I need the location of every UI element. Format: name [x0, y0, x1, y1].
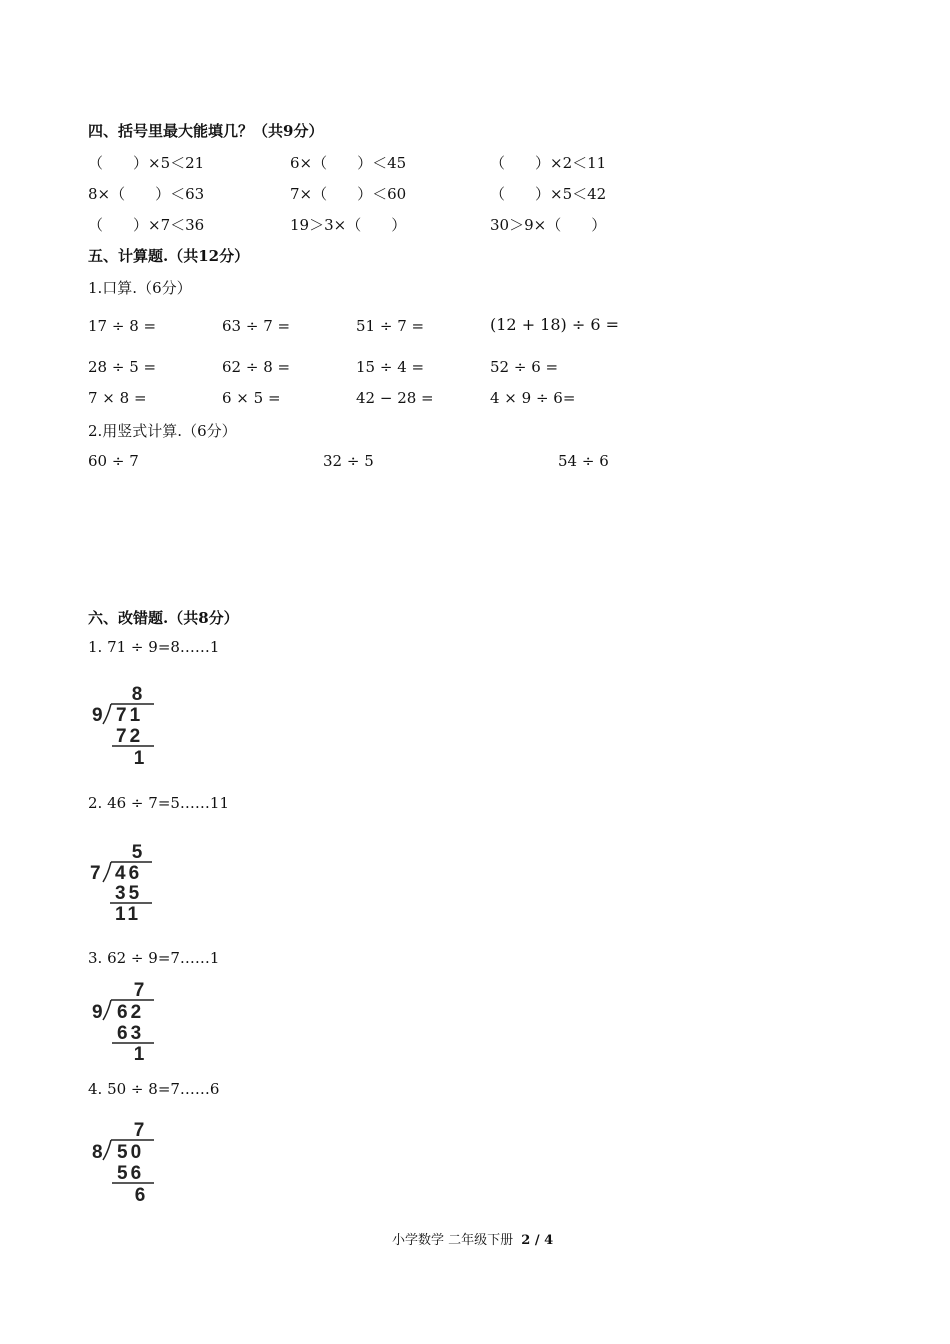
long-division-3	[90, 976, 170, 1070]
product: 72	[116, 726, 144, 747]
oral-item: 7 × 8 =	[88, 389, 147, 407]
divisor: 9	[92, 1002, 103, 1023]
quotient: 7	[133, 980, 145, 1001]
oral-item: 6 × 5 =	[222, 389, 281, 407]
division-bracket	[103, 704, 111, 724]
dividend: 50	[117, 1142, 145, 1163]
vertical-item: 54 ÷ 6	[558, 452, 609, 470]
oral-item: 42 − 28 =	[356, 389, 434, 407]
fill-item: （ ）×5＜21	[88, 154, 205, 172]
oral-item: 63 ÷ 7 =	[222, 317, 291, 335]
long-division-2	[90, 838, 170, 932]
dividend: 71	[116, 705, 144, 726]
fill-item: 8×（ ）＜63	[88, 185, 205, 203]
division-bracket	[103, 1000, 111, 1020]
vertical-calc-title: 2.用竖式计算.（6分）	[88, 422, 237, 440]
section-6-title: 六、改错题.（共8分）	[88, 609, 239, 627]
error-item-equation: 2. 46 ÷ 7=5……11	[88, 794, 230, 812]
division-bracket	[103, 1140, 111, 1160]
footer-subject: 小学数学 二年级下册	[392, 1233, 514, 1248]
long-division-4	[90, 1116, 170, 1212]
divisor: 8	[92, 1142, 103, 1163]
fill-item: 6×（ ）＜45	[290, 154, 407, 172]
fill-item: 19＞3×（ ）	[290, 216, 407, 234]
divisor: 7	[90, 863, 101, 884]
error-item-equation: 1. 71 ÷ 9=8……1	[88, 638, 220, 656]
dividend: 46	[115, 863, 143, 884]
section-4-title: 四、括号里最大能填几？（共9分）	[88, 122, 324, 140]
oral-item: 4 × 9 ÷ 6=	[490, 389, 576, 407]
oral-calc-title: 1.口算.（6分）	[88, 279, 192, 297]
remainder: 1	[133, 748, 145, 769]
oral-item: 15 ÷ 4 =	[356, 358, 425, 376]
divisor: 9	[92, 705, 103, 726]
oral-item: 62 ÷ 8 =	[222, 358, 291, 376]
quotient: 8	[131, 684, 143, 705]
fill-item: （ ）×2＜11	[490, 154, 607, 172]
fill-item: （ ）×5＜42	[490, 185, 607, 203]
error-item-equation: 4. 50 ÷ 8=7……6	[88, 1080, 220, 1098]
remainder: 1	[133, 1044, 145, 1065]
product: 63	[117, 1023, 145, 1044]
product: 56	[117, 1163, 145, 1184]
vertical-item: 60 ÷ 7	[88, 452, 139, 470]
section-5-title: 五、计算题.（共12分）	[88, 247, 250, 265]
vertical-item: 32 ÷ 5	[323, 452, 374, 470]
remainder: 11	[115, 904, 142, 925]
oral-item: 28 ÷ 5 =	[88, 358, 157, 376]
oral-item: 17 ÷ 8 =	[88, 317, 157, 335]
long-division-1	[90, 680, 170, 774]
quotient: 7	[133, 1120, 145, 1141]
page-footer	[392, 1229, 553, 1248]
fill-item: （ ）×7＜36	[88, 216, 205, 234]
product: 35	[115, 883, 143, 904]
fill-item: 7×（ ）＜60	[290, 185, 407, 203]
quotient: 5	[131, 842, 143, 863]
dividend: 62	[117, 1002, 145, 1023]
error-item-equation: 3. 62 ÷ 9=7……1	[88, 949, 220, 967]
division-bracket	[103, 862, 111, 882]
page-number: 2 / 4	[521, 1233, 554, 1248]
oral-item: 51 ÷ 7 =	[356, 317, 425, 335]
oral-item: 52 ÷ 6 =	[490, 358, 559, 376]
oral-item: (12 + 18) ÷ 6 =	[490, 315, 620, 334]
remainder: 6	[134, 1185, 146, 1206]
fill-item: 30＞9×（ ）	[490, 216, 607, 234]
